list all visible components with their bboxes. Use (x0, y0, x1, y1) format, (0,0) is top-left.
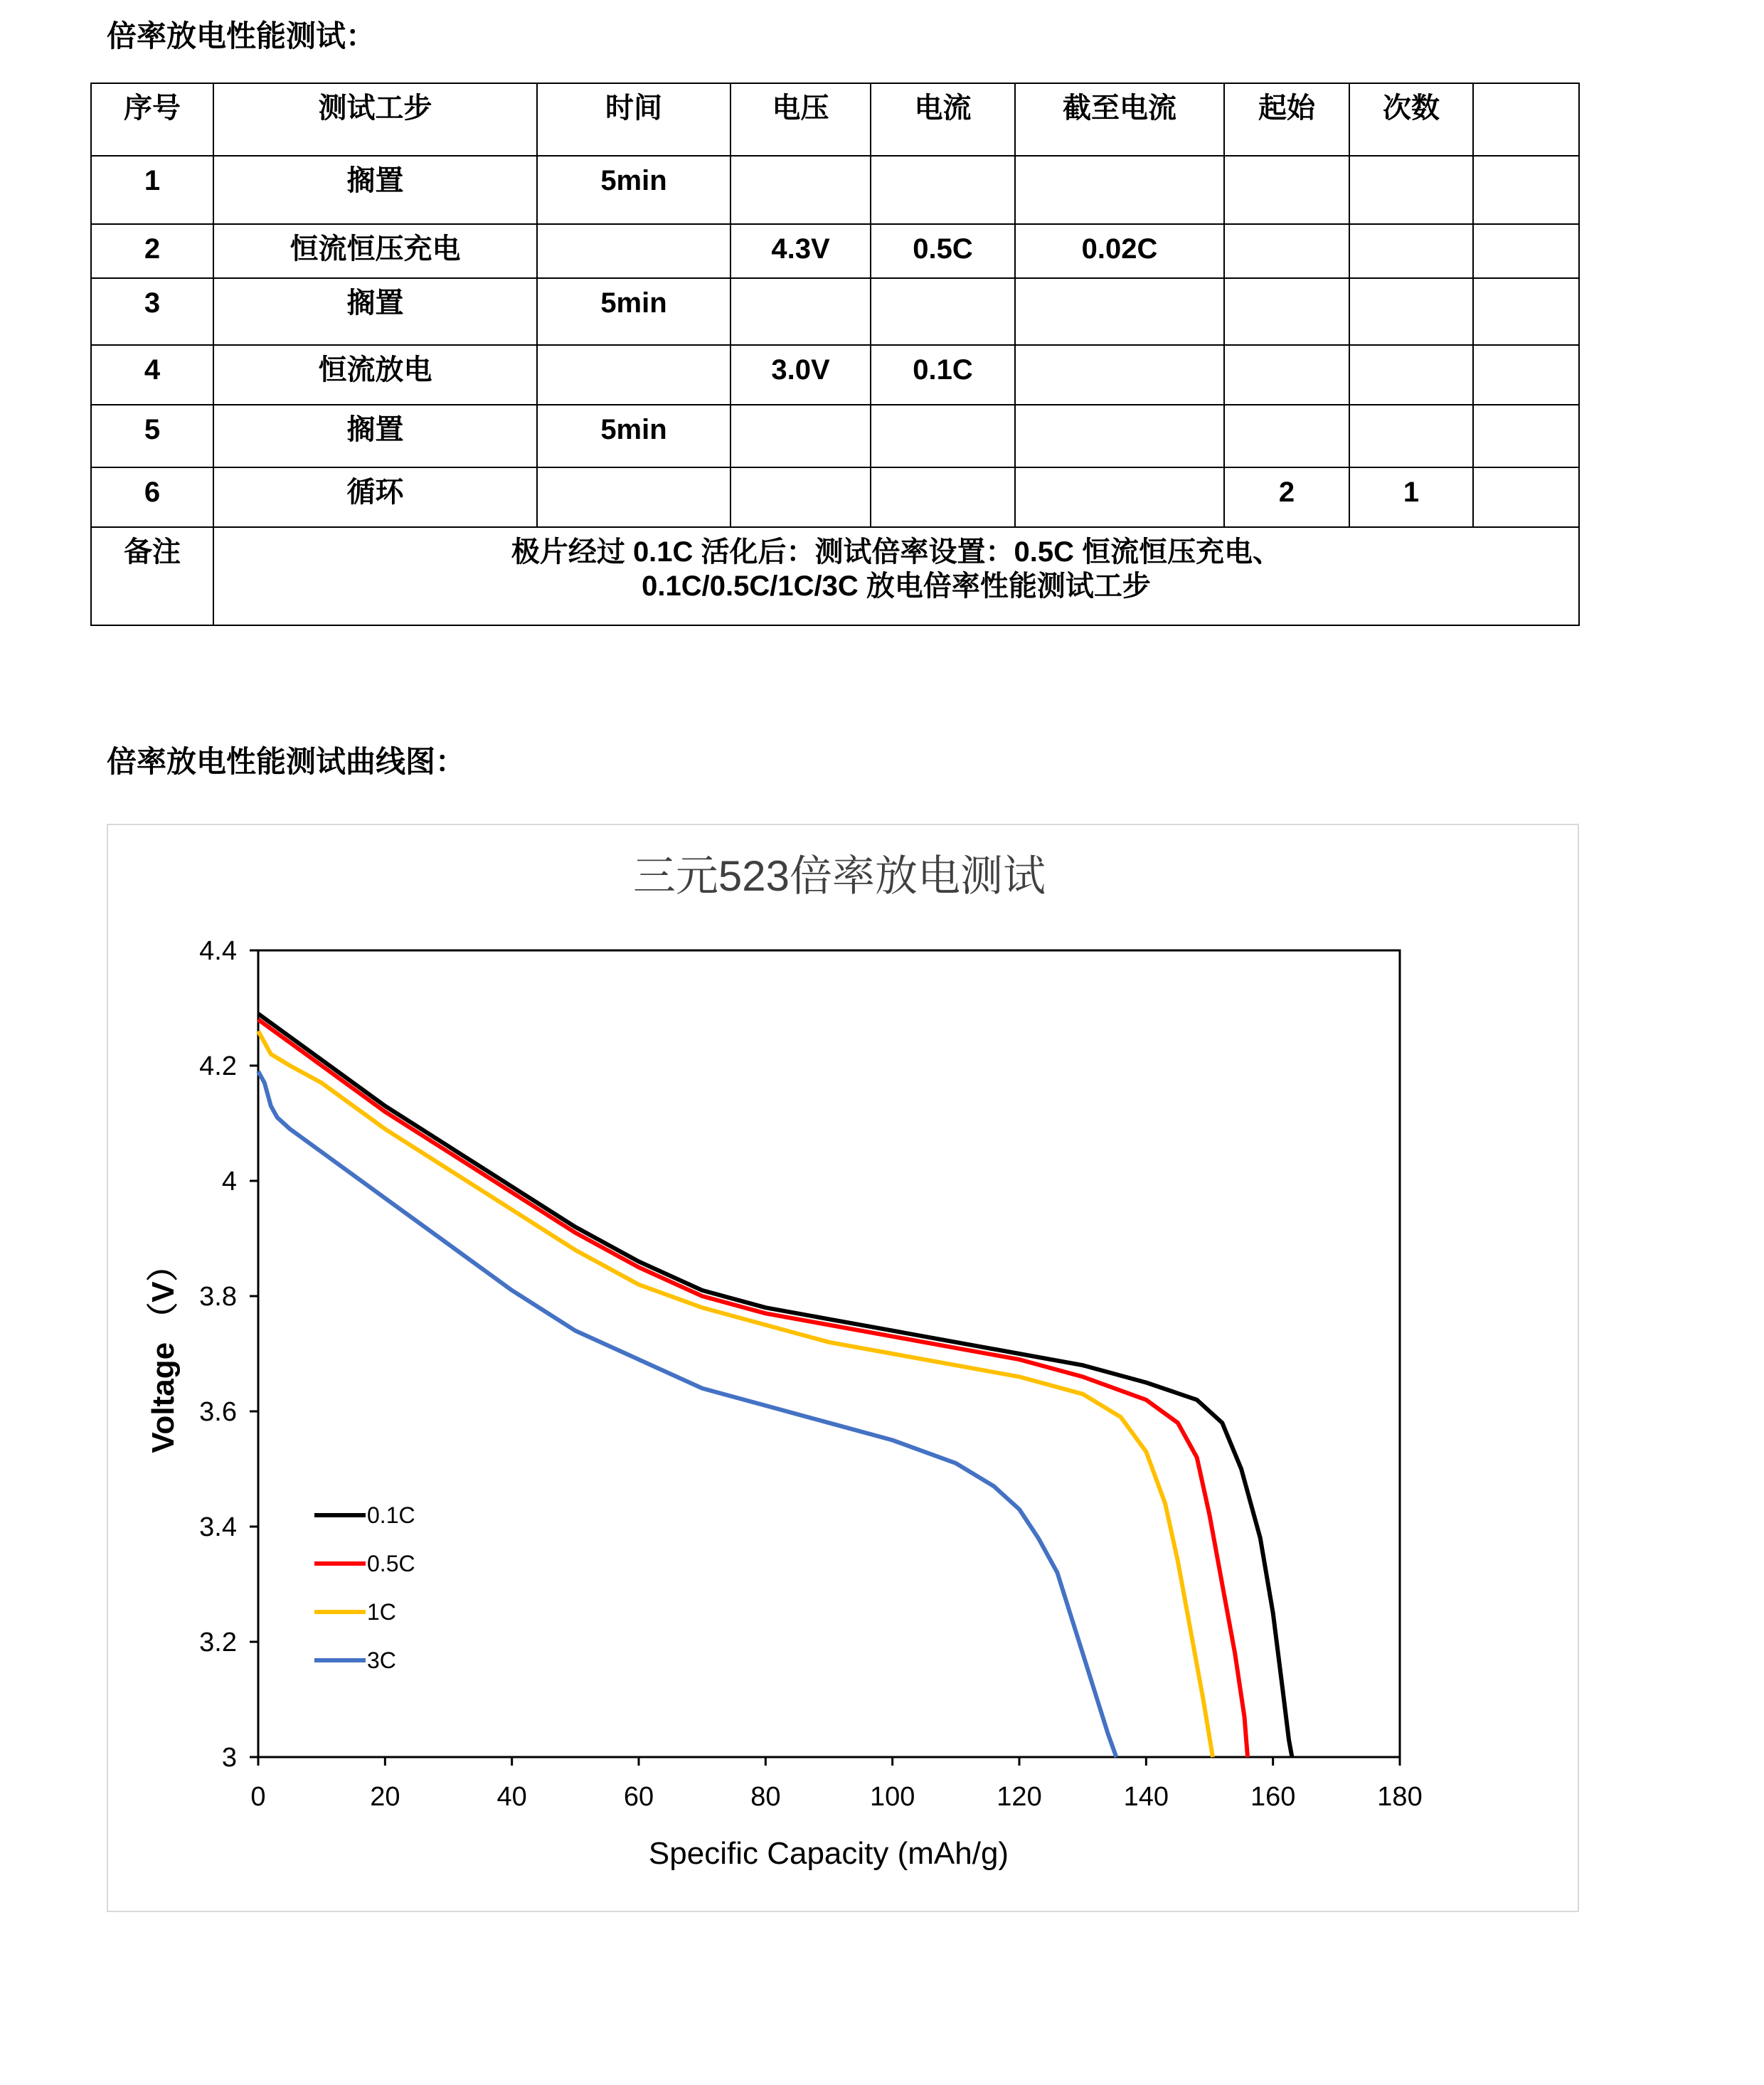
table-cell: 2 (1224, 467, 1349, 527)
x-tick-label: 20 (370, 1782, 400, 1812)
header-cell: 时间 (537, 83, 730, 156)
y-tick-label: 4.4 (199, 936, 237, 966)
table-cell (730, 156, 871, 224)
table-row (91, 156, 1579, 224)
y-tick-label: 3.4 (199, 1512, 237, 1542)
table-cell (1224, 345, 1349, 405)
table-cell (871, 278, 1015, 345)
table-cell: 2 (91, 224, 213, 278)
table-cell: 0.02C (1015, 224, 1224, 278)
table-cell: 3.0V (730, 345, 871, 405)
legend-label: 3C (367, 1648, 396, 1673)
remark-label: 备注 (91, 527, 213, 625)
x-tick-label: 60 (623, 1782, 654, 1812)
legend-label: 0.1C (367, 1502, 415, 1528)
x-tick-label: 0 (250, 1782, 266, 1812)
table-cell (871, 467, 1015, 527)
table-cell: 1 (1349, 467, 1473, 527)
section-title-rate-test: 倍率放电性能测试： (107, 18, 376, 53)
table-cell (1473, 156, 1579, 224)
table-cell (1349, 278, 1473, 345)
header-cell: 序号 (91, 83, 213, 156)
table-cell (1473, 278, 1579, 345)
y-tick-label: 3.8 (199, 1282, 237, 1312)
table-cell: 6 (91, 467, 213, 527)
x-tick-label: 120 (997, 1782, 1042, 1812)
x-tick-label: 140 (1123, 1782, 1169, 1812)
table-cell: 搁置 (213, 405, 537, 467)
section-title-rate-curve: 倍率放电性能测试曲线图： (107, 744, 466, 779)
header-cell: 起始 (1224, 83, 1349, 156)
remark-line: 0.1C/0.5C/1C/3C 放电倍率性能测试工步 (642, 571, 1151, 602)
table-cell (1473, 224, 1579, 278)
x-axis-label: Specific Capacity (mAh/g) (648, 1836, 1009, 1871)
y-tick-label: 3.6 (199, 1397, 237, 1427)
table-cell (1473, 405, 1579, 467)
legend-label: 0.5C (367, 1551, 415, 1576)
table-cell (730, 405, 871, 467)
header-cell: 测试工步 (213, 83, 537, 156)
table-cell (1015, 345, 1224, 405)
table-cell: 1 (91, 156, 213, 224)
remark-line: 极片经过 0.1C 活化后：测试倍率设置：0.5C 恒流恒压充电、 (511, 536, 1282, 568)
table-cell: 5min (537, 405, 730, 467)
header-cell (1473, 83, 1579, 156)
y-tick-label: 4.2 (199, 1051, 237, 1081)
header-cell: 次数 (1349, 83, 1473, 156)
table-cell: 搁置 (213, 278, 537, 345)
table-cell (871, 156, 1015, 224)
table-cell (1015, 467, 1224, 527)
test-steps-table (90, 83, 1580, 626)
table-cell (1224, 405, 1349, 467)
legend-label: 1C (367, 1599, 396, 1625)
table-cell (1473, 345, 1579, 405)
table-cell (1224, 224, 1349, 278)
table-row (91, 405, 1579, 467)
x-axis (250, 1757, 1422, 1812)
table-cell: 搁置 (213, 156, 537, 224)
table-cell (537, 467, 730, 527)
header-cell: 电流 (871, 83, 1015, 156)
remark-row (91, 527, 1579, 625)
table-cell (730, 467, 871, 527)
series-lines (258, 1014, 1292, 1757)
table-cell: 3 (91, 278, 213, 345)
table-cell: 0.1C (871, 345, 1015, 405)
series-line-1c (258, 1031, 1213, 1757)
table-cell (1224, 156, 1349, 224)
table-cell: 循环 (213, 467, 537, 527)
table-cell (1349, 156, 1473, 224)
chart-title: 三元523倍率放电测试 (632, 852, 1046, 900)
table-cell (1349, 405, 1473, 467)
x-tick-label: 160 (1250, 1782, 1296, 1812)
table-cell: 0.5C (871, 224, 1015, 278)
table-cell: 5min (537, 156, 730, 224)
remark-text (213, 527, 1579, 625)
table-cell: 4 (91, 345, 213, 405)
table-row (91, 467, 1579, 527)
table-row (91, 224, 1579, 278)
table-cell (537, 345, 730, 405)
table-cell (1015, 278, 1224, 345)
table-row (91, 278, 1579, 345)
header-cell: 截至电流 (1015, 83, 1224, 156)
y-axis-label: Voltage （V） (146, 1250, 181, 1453)
chart-frame (107, 824, 1579, 1912)
table-cell: 5min (537, 278, 730, 345)
table-cell (1224, 278, 1349, 345)
x-tick-label: 40 (496, 1782, 527, 1812)
table-cell (1473, 467, 1579, 527)
legend (314, 1502, 415, 1673)
y-axis (199, 936, 258, 1773)
table-row (91, 345, 1579, 405)
series-line-0-1c (258, 1014, 1292, 1757)
y-tick-label: 3.2 (199, 1628, 237, 1657)
series-line-0-5c (258, 1019, 1248, 1757)
y-tick-label: 4 (221, 1167, 237, 1197)
plot-area (258, 950, 1400, 1757)
table-cell: 恒流恒压充电 (213, 224, 537, 278)
table-header-row (91, 83, 1579, 156)
discharge-chart (108, 825, 1578, 1911)
table-cell: 5 (91, 405, 213, 467)
table-cell (730, 278, 871, 345)
table-cell (871, 405, 1015, 467)
table-cell (537, 224, 730, 278)
x-tick-label: 80 (750, 1782, 781, 1812)
y-tick-label: 3 (221, 1743, 237, 1773)
x-tick-label: 100 (869, 1782, 915, 1812)
table-cell (1015, 405, 1224, 467)
table-cell (1349, 224, 1473, 278)
table-cell (1015, 156, 1224, 224)
x-tick-label: 180 (1377, 1782, 1423, 1812)
header-cell: 电压 (730, 83, 871, 156)
table-cell (1349, 345, 1473, 405)
table-cell: 恒流放电 (213, 345, 537, 405)
table-cell: 4.3V (730, 224, 871, 278)
